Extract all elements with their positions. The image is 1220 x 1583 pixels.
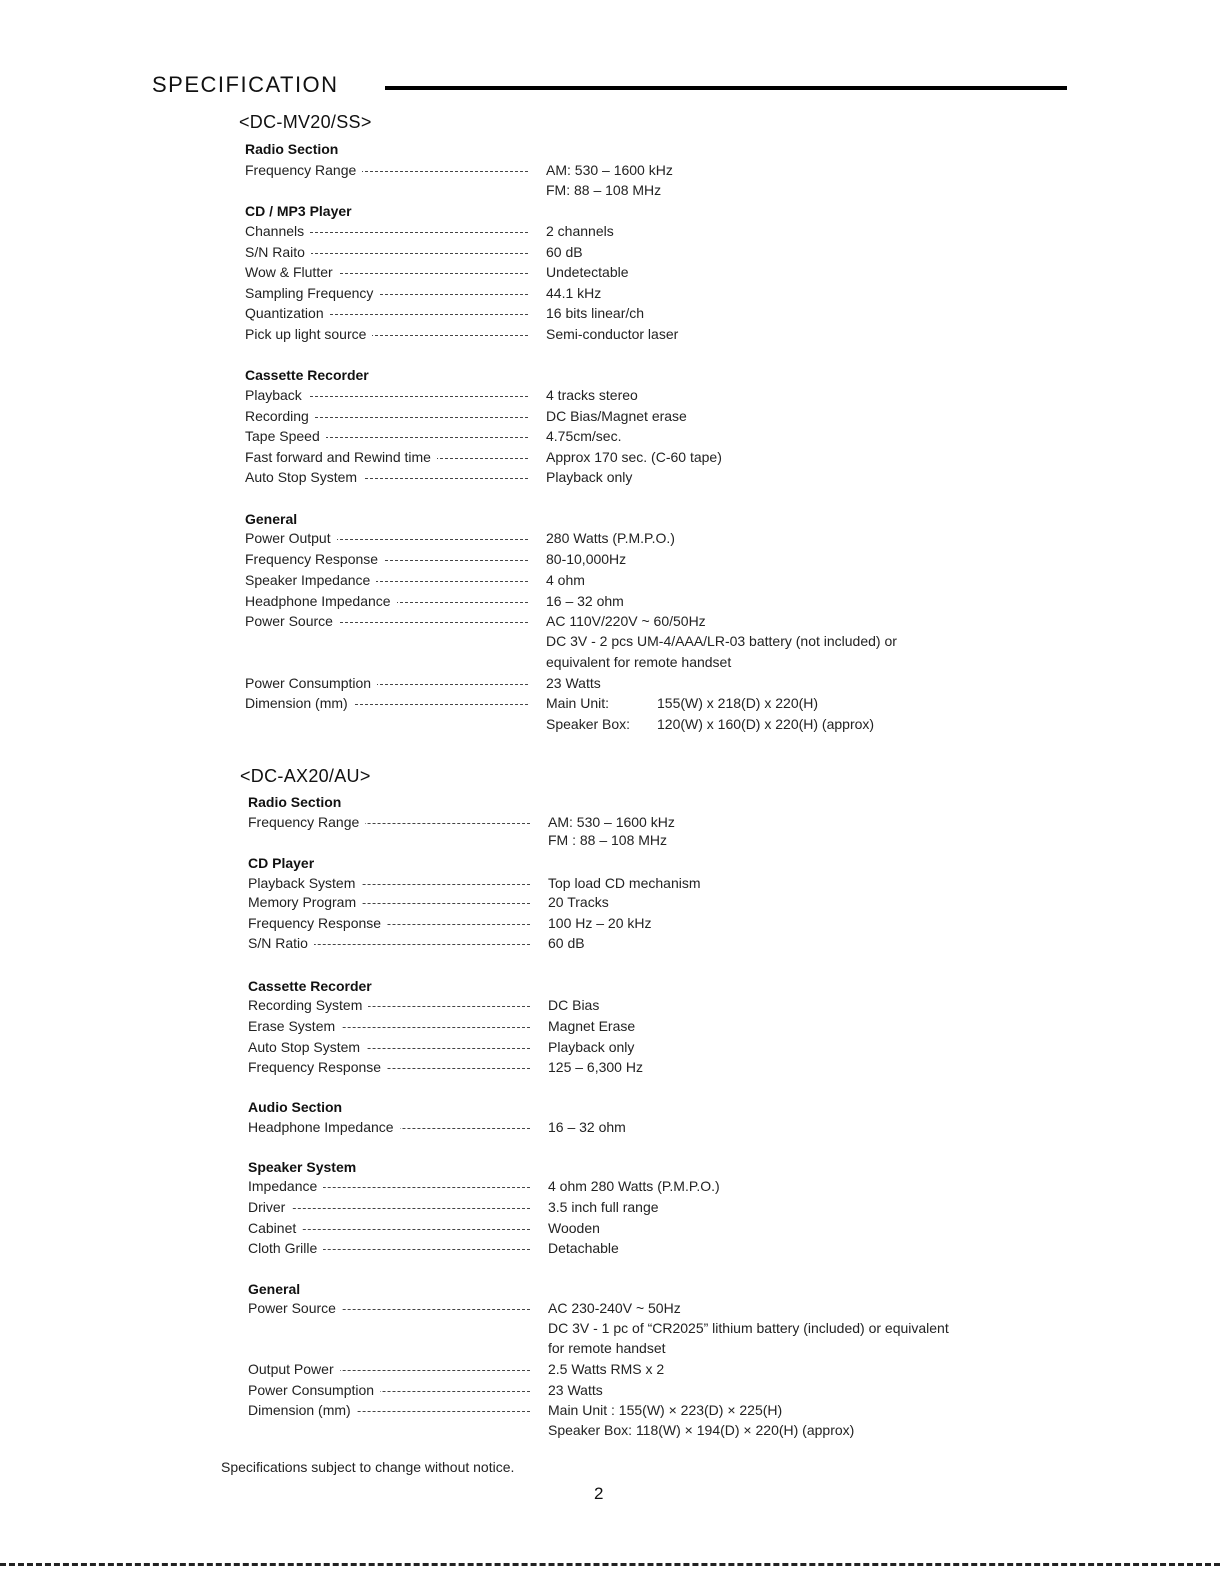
- section-heading: Audio Section: [248, 1099, 343, 1115]
- spec-label: [248, 894, 530, 910]
- spec-value: DC Bias: [548, 997, 600, 1013]
- section-heading: General: [245, 511, 298, 527]
- section-heading: CD / MP3 Player: [245, 203, 352, 219]
- spec-label: [248, 1220, 530, 1236]
- spec-label-text: Frequency Range: [245, 162, 362, 178]
- spec-label: [245, 387, 528, 403]
- spec-label-text: Sampling Frequency: [245, 285, 379, 301]
- spec-label: [248, 814, 530, 830]
- spec-label: [245, 449, 528, 465]
- spec-label-text: Cloth Grille: [248, 1240, 323, 1256]
- spec-value: 16 – 32 ohm: [546, 593, 624, 609]
- spec-value: Magnet Erase: [548, 1018, 636, 1034]
- spec-value: Top load CD mechanism: [548, 875, 701, 891]
- spec-value: Approx 170 sec. (C-60 tape): [546, 449, 722, 465]
- spec-value: AM: 530 – 1600 kHz: [548, 814, 675, 830]
- spec-value: Undetectable: [546, 264, 629, 280]
- spec-value: 23 Watts: [546, 675, 601, 691]
- spec-label-text: Headphone Impedance: [245, 593, 397, 609]
- spec-label: [245, 593, 528, 609]
- spec-label: [248, 935, 530, 951]
- spec-label: [248, 1300, 530, 1316]
- spec-label-text: Dimension (mm): [248, 1402, 357, 1418]
- spec-value: Detachable: [548, 1240, 619, 1256]
- spec-value: 2 channels: [546, 223, 614, 239]
- spec-label: [248, 1119, 530, 1135]
- spec-label: [245, 162, 528, 178]
- spec-label-text: Playback System: [248, 875, 361, 891]
- spec-label-text: Fast forward and Rewind time: [245, 449, 437, 465]
- spec-value: Playback only: [546, 469, 633, 485]
- spec-label-text: Wow & Flutter: [245, 264, 339, 280]
- spec-label: [248, 875, 530, 891]
- spec-label-text: Playback: [245, 387, 308, 403]
- spec-value-detail: 155(W) x 218(D) x 220(H): [657, 695, 819, 711]
- spec-label-text: Dimension (mm): [245, 695, 354, 711]
- spec-label-text: Auto Stop System: [245, 469, 363, 485]
- spec-label-text: Driver: [248, 1199, 291, 1215]
- model-heading: <DC-MV20/SS>: [239, 112, 372, 132]
- spec-label: [245, 675, 528, 691]
- model-heading: <DC-AX20/AU>: [240, 766, 371, 786]
- spec-label: [245, 408, 528, 424]
- spec-value-detail: 120(W) x 160(D) x 220(H) (approx): [657, 716, 875, 732]
- spec-label: [245, 469, 528, 485]
- spec-label: [248, 1361, 530, 1377]
- spec-value: 100 Hz – 20 kHz: [548, 915, 652, 931]
- spec-label: [245, 572, 528, 588]
- spec-label-text: S/N Ratio: [248, 935, 314, 951]
- spec-label: [245, 244, 528, 260]
- spec-label: [248, 1240, 530, 1256]
- spec-value: 3.5 inch full range: [548, 1199, 659, 1215]
- spec-value: Semi-conductor laser: [546, 326, 679, 342]
- spec-value: 20 Tracks: [548, 894, 609, 910]
- spec-label: [248, 997, 530, 1013]
- section-heading: Speaker System: [248, 1159, 357, 1175]
- spec-label-text: Frequency Range: [248, 814, 365, 830]
- spec-label-text: Power Consumption: [248, 1382, 380, 1398]
- section-heading: CD Player: [248, 855, 315, 871]
- spec-label: [248, 1018, 530, 1034]
- spec-value: for remote handset: [548, 1340, 666, 1356]
- section-heading: Radio Section: [248, 794, 342, 810]
- spec-label: [245, 305, 528, 321]
- spec-label-text: Power Source: [245, 613, 339, 629]
- spec-label-text: Recording System: [248, 997, 368, 1013]
- spec-label: [245, 530, 528, 546]
- spec-label-text: S/N Raito: [245, 244, 311, 260]
- spec-value: 23 Watts: [548, 1382, 603, 1398]
- spec-label: [245, 223, 528, 239]
- spec-value: 16 – 32 ohm: [548, 1119, 626, 1135]
- spec-label: [248, 1178, 530, 1194]
- section-heading: Cassette Recorder: [245, 367, 369, 383]
- spec-label: [248, 1199, 530, 1215]
- spec-value: DC Bias/Magnet erase: [546, 408, 687, 424]
- spec-label-text: Tape Speed: [245, 428, 326, 444]
- spec-value: 60 dB: [548, 935, 585, 951]
- spec-label-text: Quantization: [245, 305, 330, 321]
- section-heading: Cassette Recorder: [248, 978, 372, 994]
- spec-value: 4 ohm: [546, 572, 585, 588]
- spec-value: Wooden: [548, 1220, 600, 1236]
- spec-value: Main Unit:: [546, 695, 610, 711]
- spec-value: equivalent for remote handset: [546, 654, 732, 670]
- spec-label-text: Pick up light source: [245, 326, 372, 342]
- spec-value: 125 – 6,300 Hz: [548, 1059, 643, 1075]
- spec-value: DC 3V - 1 pc of “CR2025” lithium battery (included) or equivalent: [548, 1320, 949, 1336]
- spec-label-text: Power Source: [248, 1300, 342, 1316]
- spec-value: FM: 88 – 108 MHz: [546, 182, 662, 198]
- spec-label: [248, 1382, 530, 1398]
- spec-value: 4 ohm 280 Watts (P.M.P.O.): [548, 1178, 720, 1194]
- spec-label-text: Auto Stop System: [248, 1039, 366, 1055]
- spec-label-text: Power Consumption: [245, 675, 377, 691]
- spec-value: Speaker Box: 118(W) × 194(D) × 220(H) (approx): [548, 1422, 855, 1438]
- bottom-dashed-rule: [0, 1563, 1220, 1566]
- spec-value: 44.1 kHz: [546, 285, 602, 301]
- spec-value: AM: 530 – 1600 kHz: [546, 162, 673, 178]
- spec-label-text: Impedance: [248, 1178, 323, 1194]
- page-title: SPECIFICATION: [152, 72, 339, 97]
- spec-label: [245, 551, 528, 567]
- spec-value: 2.5 Watts RMS x 2: [548, 1361, 665, 1377]
- spec-value: AC 230-240V ~ 50Hz: [548, 1300, 681, 1316]
- spec-label-text: Power Output: [245, 530, 337, 546]
- footnote: Specifications subject to change without notice.: [221, 1459, 515, 1475]
- spec-label-text: Output Power: [248, 1361, 340, 1377]
- spec-label-text: Frequency Response: [248, 1059, 387, 1075]
- spec-label: [248, 1039, 530, 1055]
- spec-label: [245, 285, 528, 301]
- spec-label: [248, 1402, 530, 1418]
- spec-value: FM : 88 – 108 MHz: [548, 832, 668, 848]
- spec-label-text: Erase System: [248, 1018, 341, 1034]
- title-rule: [385, 86, 1067, 90]
- spec-value: Playback only: [548, 1039, 635, 1055]
- spec-label: [245, 613, 528, 629]
- spec-label-text: Frequency Response: [248, 915, 387, 931]
- spec-label: [245, 695, 528, 711]
- spec-value: 280 Watts (P.M.P.O.): [546, 530, 675, 546]
- spec-value: DC 3V - 2 pcs UM-4/AAA/LR-03 battery (not included) or: [546, 633, 897, 649]
- spec-label-text: Cabinet: [248, 1220, 302, 1236]
- spec-label-text: Recording: [245, 408, 315, 424]
- spec-label-text: Headphone Impedance: [248, 1119, 400, 1135]
- spec-value: AC 110V/220V ~ 60/50Hz: [546, 613, 706, 629]
- spec-value: Speaker Box:: [546, 716, 631, 732]
- spec-value: 80-10,000Hz: [546, 551, 627, 567]
- spec-label: [245, 326, 528, 342]
- spec-value: 4 tracks stereo: [546, 387, 638, 403]
- spec-value: 60 dB: [546, 244, 583, 260]
- spec-label: [248, 915, 530, 931]
- page-number: 2: [594, 1484, 604, 1503]
- section-heading: General: [248, 1281, 301, 1297]
- section-heading: Radio Section: [245, 141, 339, 157]
- spec-label: [245, 428, 528, 444]
- spec-label: [245, 264, 528, 280]
- spec-label: [248, 1059, 530, 1075]
- spec-value: 16 bits linear/ch: [546, 305, 645, 321]
- spec-value: 4.75cm/sec.: [546, 428, 622, 444]
- spec-label-text: Speaker Impedance: [245, 572, 376, 588]
- spec-label-text: Memory Program: [248, 894, 362, 910]
- spec-value: Main Unit : 155(W) × 223(D) × 225(H): [548, 1402, 783, 1418]
- spec-label-text: Channels: [245, 223, 310, 239]
- spec-label-text: Frequency Response: [245, 551, 384, 567]
